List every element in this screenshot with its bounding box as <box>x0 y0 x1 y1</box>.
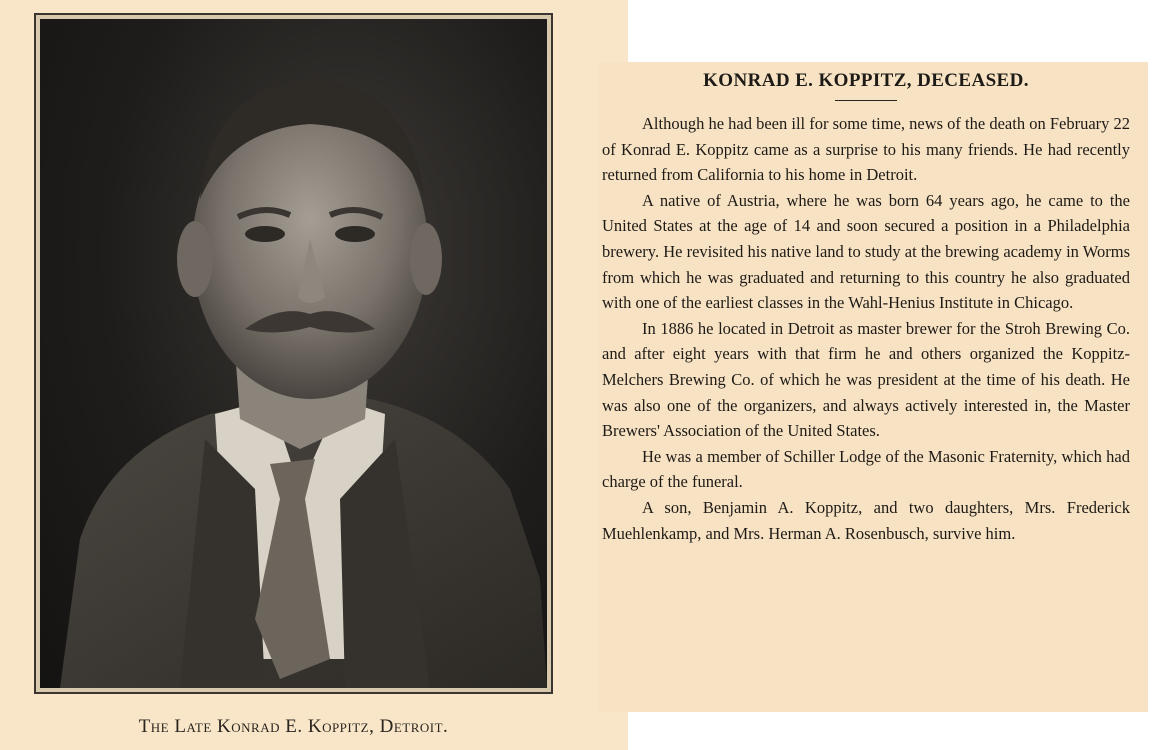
article-paragraph: He was a member of Schiller Lodge of the Masonic Fraternity, which had charge of the funeral. <box>602 446 1130 492</box>
headline-rule <box>835 100 897 101</box>
eye <box>245 226 285 242</box>
eye <box>335 226 375 242</box>
article-paragraph: A son, Benjamin A. Koppitz, and two daughters, Mrs. Frederick Muehlenkamp, and Mrs. Herman A. Rosenbusch, survive him. <box>602 497 1130 543</box>
portrait-frame <box>34 13 553 694</box>
article-paragraph: A native of Austria, where he was born 64 years ago, he came to the United States at the age of 14 and soon secured a position in a Philadelphia brewery. He revisited his native land to study at the brewing academy in Worms from which he was graduated and returning to this country he also graduated with one of the earliest classes in the Wahl-Henius Institute in Chicago. <box>602 190 1130 313</box>
ear <box>410 223 442 295</box>
portrait-photo <box>40 19 547 688</box>
portrait-illustration <box>40 19 547 688</box>
ear <box>177 221 213 297</box>
article-paragraph: In 1886 he located in Detroit as master brewer for the Stroh Brewing Co. and after eight years with that firm he and others organized the Koppitz-Melchers Brewing Co. of which he was president at the time of his death. He was also one of the organizers, and always actively interested in, the Master Brewers' Association of the United States. <box>602 318 1130 441</box>
photo-caption: The Late Konrad E. Koppitz, Detroit. <box>138 716 449 737</box>
obituary-article <box>602 68 1130 546</box>
article-headline: KONRAD E. KOPPITZ, DECEASED. <box>703 70 1029 91</box>
article-paragraph: Although he had been ill for some time, news of the death on February 22 of Konrad E. Koppitz came as a surprise to his many friends. He had recently returned from California to his home in Detroit. <box>602 114 1131 185</box>
